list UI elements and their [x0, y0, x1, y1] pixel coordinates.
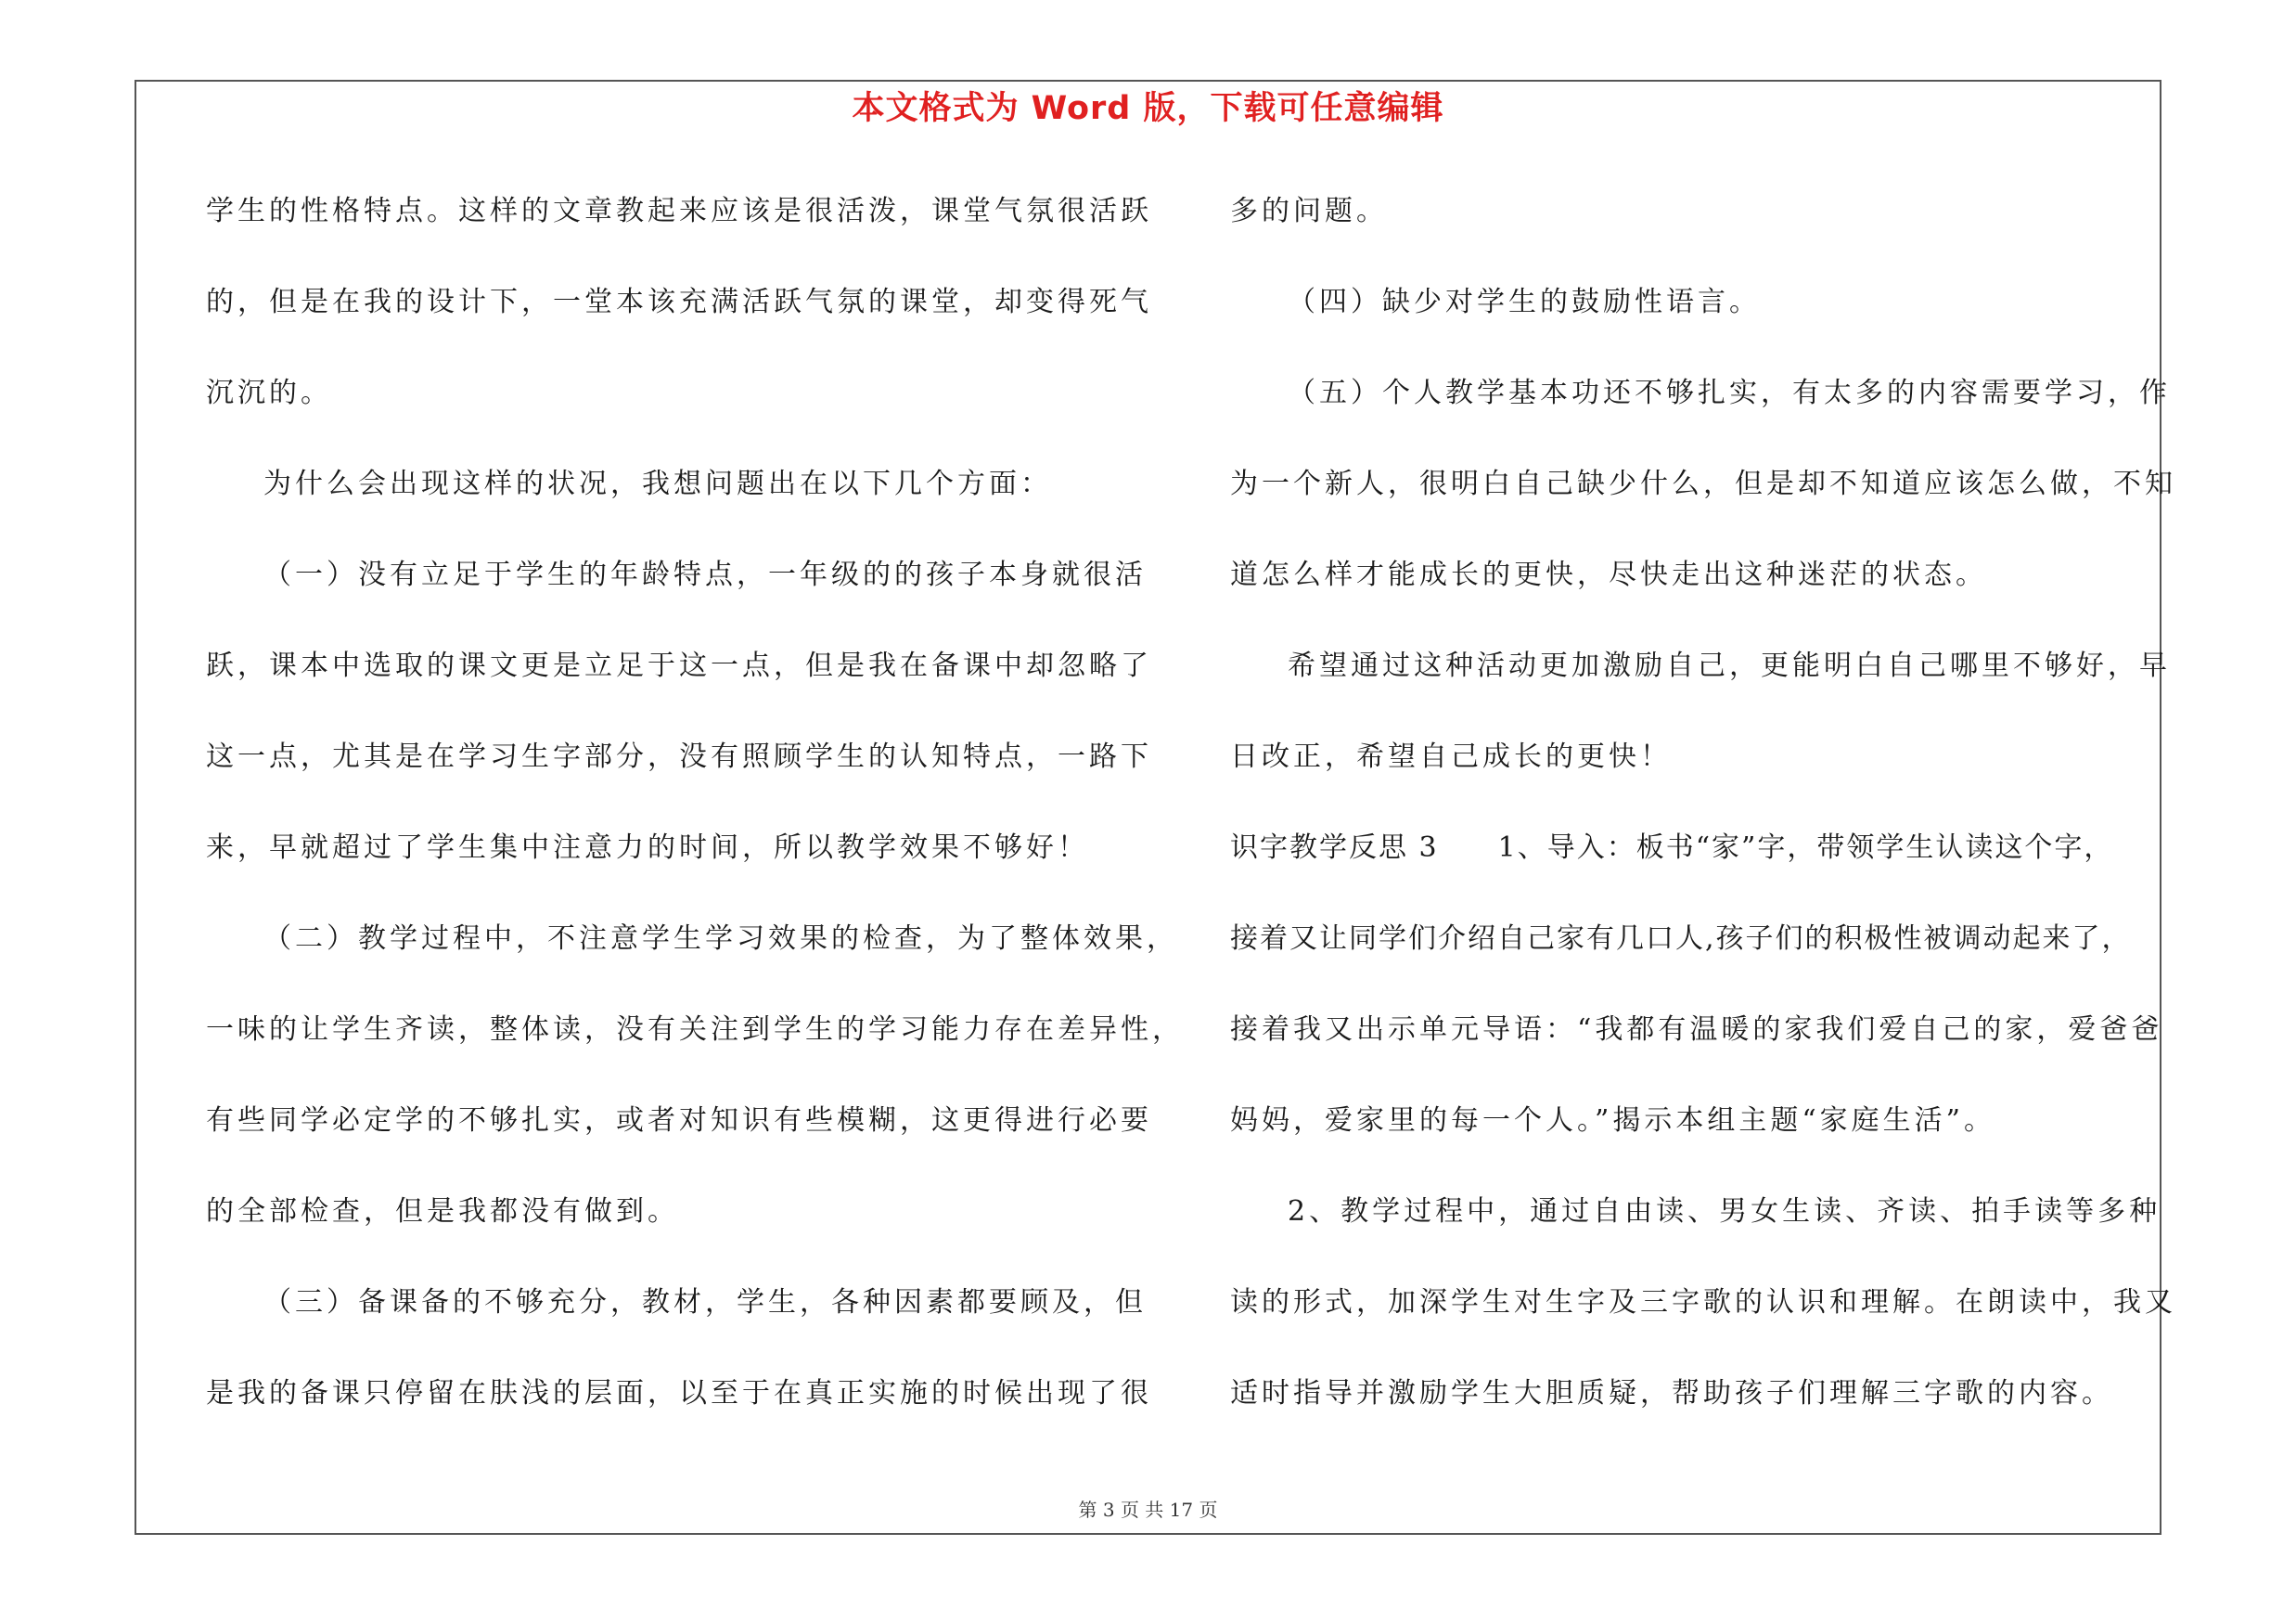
text-line: 适时指导并激励学生大胆质疑，帮助孩子们理解三字歌的内容。: [1230, 1377, 2113, 1410]
text-line: 这一点，尤其是在学习生字部分，没有照顾学生的认知特点，一路下: [206, 741, 1152, 773]
text-line: 的全部检查，但是我都没有做到。: [206, 1195, 679, 1228]
text-line: 读的形式，加深学生对生字及三字歌的认识和理解。在朗读中，我又: [1230, 1286, 2176, 1319]
text-line: 妈妈，爱家里的每一个人。”揭示本组主题“家庭生活”。: [1230, 1104, 1996, 1137]
text-line: 为什么会出现这样的状况，我想问题出在以下几个方面：: [263, 468, 1052, 500]
text-line: 希望通过这种活动更加激励自己，更能明白自己哪里不够好，早: [1288, 650, 2171, 682]
text-line: 来，早就超过了学生集中注意力的时间，所以教学效果不够好！: [206, 831, 1089, 864]
text-line: 2、教学过程中，通过自由读、男女生读、齐读、拍手读等多种: [1288, 1195, 2161, 1228]
text-line: 为一个新人，很明白自己缺少什么，但是却不知道应该怎么做，不知: [1230, 468, 2176, 500]
text-line: 多的问题。: [1230, 195, 1388, 227]
text-line: （二）教学过程中，不注意学生学习效果的检查，为了整体效果，: [263, 922, 1178, 955]
text-line: 学生的性格特点。这样的文章教起来应该是很活泼，课堂气氛很活跃: [206, 195, 1152, 227]
text-line: 道怎么样才能成长的更快，尽快走出这种迷茫的状态。: [1230, 559, 1987, 591]
text-line: 跃，课本中选取的课文更是立足于这一点，但是我在备课中却忽略了: [206, 650, 1152, 682]
text-line: （三）备课备的不够充分，教材，学生，各种因素都要顾及，但: [263, 1286, 1147, 1319]
right-text-column: [1230, 184, 2176, 1457]
text-line: （五）个人教学基本功还不够扎实，有太多的内容需要学习，作: [1288, 377, 2171, 409]
text-line: 是我的备课只停留在肤浅的层面，以至于在真正实施的时候出现了很: [206, 1377, 1152, 1410]
text-line: 有些同学必定学的不够扎实，或者对知识有些模糊，这更得进行必要: [206, 1104, 1152, 1137]
text-line: 沉沉的。: [206, 377, 332, 409]
text-line: 接着我又出示单元导语：“我都有温暖的家我们爱自己的家，爱爸爸: [1230, 1013, 2163, 1046]
text-line: （四）缺少对学生的鼓励性语言。: [1288, 286, 1761, 318]
text-line: 日改正，希望自己成长的更快！: [1230, 741, 1672, 773]
page-number: 第 3 页 共 17 页: [1078, 1499, 1218, 1521]
text-line: 接着又让同学们介绍自己家有几口人,孩子们的积极性被调动起来了，: [1230, 922, 2132, 955]
text-line: 一味的让学生齐读，整体读，没有关注到学生的学习能力存在差异性，: [206, 1013, 1184, 1046]
text-line: 的，但是在我的设计下，一堂本该充满活跃气氛的课堂，却变得死气: [206, 286, 1152, 318]
left-text-column: [206, 184, 1184, 1457]
word-format-notice: 本文格式为 Word 版，下载可任意编辑: [852, 90, 1444, 127]
text-line: （一）没有立足于学生的年龄特点，一年级的的孩子本身就很活: [263, 559, 1147, 591]
text-line: 识字教学反思 3 1、导入：板书“家”字，带领学生认读这个字，: [1230, 831, 2114, 864]
